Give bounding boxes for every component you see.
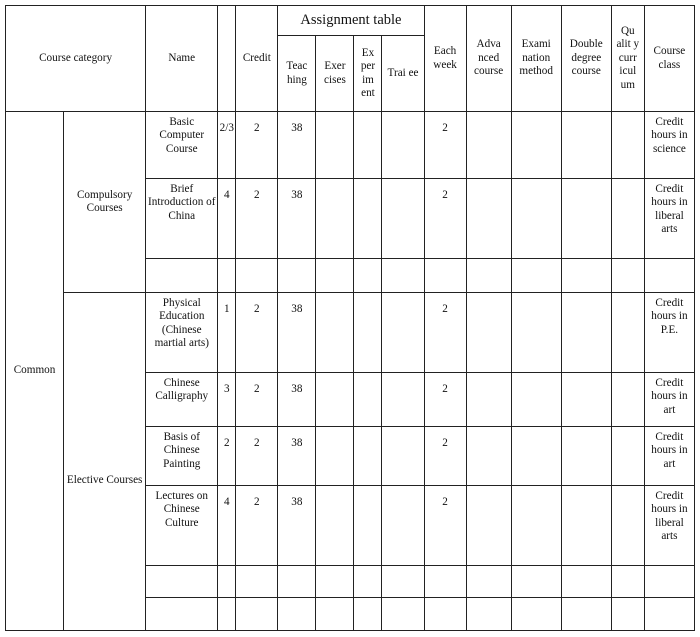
course-credit: 2 [236,293,278,373]
course-examination [511,293,561,373]
group-elective-courses: Elective Courses [64,293,146,631]
course-quality [611,486,644,566]
course-experiment [354,486,382,566]
course-credit: 2 [236,112,278,179]
course-advanced [466,373,511,427]
course-examination [511,179,561,259]
table-row [6,293,695,373]
course-each-week: 2 [424,427,466,486]
course-teaching: 38 [278,486,316,566]
course-name: Basic Computer Course [146,112,218,179]
course-term: 4 [218,179,236,259]
course-each-week: 2 [424,373,466,427]
course-trainee [382,293,424,373]
course-each-week: 2 [424,293,466,373]
header-blank [218,6,236,112]
course-double-degree [561,486,611,566]
header-advanced-course: Adva nced course [466,6,511,112]
course-trainee [382,486,424,566]
course-advanced [466,427,511,486]
course-term: 3 [218,373,236,427]
course-table [5,5,695,631]
course-trainee [382,373,424,427]
course-examination [511,427,561,486]
course-term: 1 [218,293,236,373]
course-double-degree [561,373,611,427]
header-examination-method: Exami nation method [511,6,561,112]
course-double-degree [561,293,611,373]
group-compulsory-courses: Compulsory Courses [64,112,146,293]
course-class: Credit hours in liberal arts [644,179,694,259]
course-trainee [382,179,424,259]
course-experiment [354,373,382,427]
course-quality [611,179,644,259]
course-quality [611,373,644,427]
header-row-1 [6,6,695,36]
course-name: Chinese Calligraphy [146,373,218,427]
header-exercises: Exer cises [316,36,354,112]
course-examination [511,373,561,427]
course-experiment [354,427,382,486]
course-name: Basis of Chinese Painting [146,427,218,486]
header-assignment-table: Assignment table [278,6,424,36]
course-name: Brief Introduction of China [146,179,218,259]
course-experiment [354,293,382,373]
header-course-class: Course class [644,6,694,112]
course-name: Physical Education (Chinese martial arts) [146,293,218,373]
header-double-degree-course: Double degree course [561,6,611,112]
course-teaching: 38 [278,373,316,427]
course-exercises [316,293,354,373]
course-each-week: 2 [424,486,466,566]
course-exercises [316,112,354,179]
course-double-degree [561,427,611,486]
course-quality [611,427,644,486]
course-each-week: 2 [424,112,466,179]
header-course-category: Course category [6,6,146,112]
table-row [6,112,695,179]
course-name: Lectures on Chinese Culture [146,486,218,566]
course-quality [611,112,644,179]
course-advanced [466,486,511,566]
course-credit: 2 [236,179,278,259]
course-exercises [316,486,354,566]
course-credit: 2 [236,427,278,486]
course-teaching: 38 [278,179,316,259]
header-name: Name [146,6,218,112]
course-advanced [466,112,511,179]
course-term: 2 [218,427,236,486]
header-teaching: Teac hing [278,36,316,112]
course-class: Credit hours in art [644,427,694,486]
course-double-degree [561,112,611,179]
course-quality [611,293,644,373]
course-examination [511,486,561,566]
course-exercises [316,179,354,259]
course-experiment [354,179,382,259]
course-experiment [354,112,382,179]
header-credit: Credit [236,6,278,112]
header-experiment: Ex per im ent [354,36,382,112]
course-class: Credit hours in art [644,373,694,427]
course-class: Credit hours in science [644,112,694,179]
course-teaching: 38 [278,112,316,179]
course-credit: 2 [236,373,278,427]
course-class: Credit hours in P.E. [644,293,694,373]
header-each-week: Each week [424,6,466,112]
course-term: 4 [218,486,236,566]
course-trainee [382,112,424,179]
header-trainee: Trai ee [382,36,424,112]
course-advanced [466,293,511,373]
course-each-week: 2 [424,179,466,259]
course-advanced [466,179,511,259]
course-teaching: 38 [278,293,316,373]
course-teaching: 38 [278,427,316,486]
course-exercises [316,427,354,486]
course-exercises [316,373,354,427]
course-term: 2/3 [218,112,236,179]
course-examination [511,112,561,179]
course-class: Credit hours in liberal arts [644,486,694,566]
course-double-degree [561,179,611,259]
course-credit: 2 [236,486,278,566]
course-trainee [382,427,424,486]
group-common: Common [6,112,64,631]
header-quality-curriculum: Qu alit y curr icul um [611,6,644,112]
